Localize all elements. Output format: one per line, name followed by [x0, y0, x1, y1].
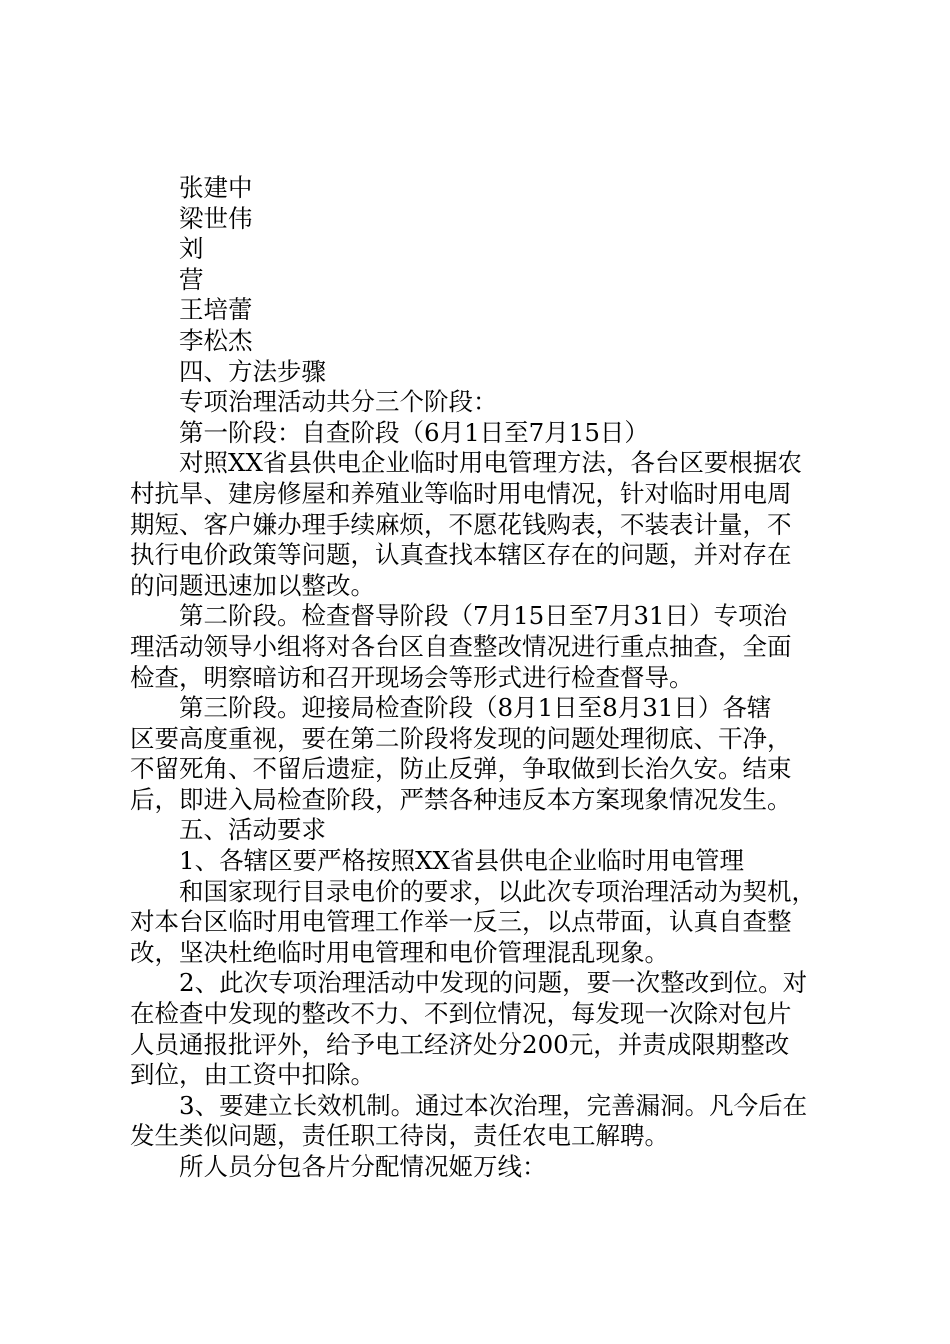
text-line: 第二阶段。检查督导阶段（7月15日至7月31日）专项治 — [179, 601, 788, 631]
text-line: 后，即进入局检查阶段，严禁各种违反本方案现象情况发生。 — [130, 784, 792, 814]
text-line: 对照XX省县供电企业临时用电管理方法，各台区要根据农 — [179, 448, 802, 478]
text-line: 张建中 — [179, 173, 253, 202]
text-line: 刘 — [179, 234, 204, 264]
text-line: 的问题迅速加以整改。 — [130, 570, 375, 600]
text-line: 在检查中发现的整改不力、不到位情况，每发现一次除对包片 — [130, 999, 792, 1029]
text-line: 2、此次专项治理活动中发现的问题，要一次整改到位。对 — [179, 968, 808, 998]
text-line: 所人员分包各片分配情况姬万线： — [179, 1152, 547, 1181]
text-line: 四、方法步骤 — [179, 356, 326, 386]
text-line: 村抗旱、建房修屋和养殖业等临时用电情况，针对临时用电周 — [130, 478, 792, 508]
text-line: 五、活动要求 — [179, 815, 326, 845]
text-line: 不留死角、不留后遗症，防止反弹，争取做到长治久安。结束 — [130, 754, 792, 784]
text-line: 1、各辖区要严格按照XX省县供电企业临时用电管理 — [179, 846, 744, 876]
text-line: 王培蕾 — [179, 295, 253, 325]
text-line: 检查，明察暗访和召开现场会等形式进行检查督导。 — [130, 662, 694, 692]
text-line: 3、要建立长效机制。通过本次治理，完善漏洞。凡今后在 — [179, 1090, 808, 1120]
text-line: 李松杰 — [179, 325, 253, 355]
text-line: 和国家现行目录电价的要求，以此次专项治理活动为契机， — [179, 876, 816, 906]
text-line: 梁世伟 — [179, 203, 253, 233]
text-line: 第三阶段。迎接局检查阶段（8月1日至8月31日）各辖 — [179, 693, 772, 723]
text-line: 区要高度重视，要在第二阶段将发现的问题处理彻底、干净， — [130, 723, 792, 753]
text-line: 营 — [179, 264, 204, 294]
text-line: 期短、客户嫌办理手续麻烦，不愿花钱购表，不装表计量，不 — [130, 509, 792, 539]
text-line: 执行电价政策等问题，认真查找本辖区存在的问题，并对存在 — [130, 540, 792, 570]
text-line: 改，坚决杜绝临时用电管理和电价管理混乱现象。 — [130, 937, 669, 967]
text-line: 人员通报批评外，给予电工经济处分200元，并责成限期整改 — [130, 1029, 790, 1059]
text-line: 第一阶段：自查阶段（6月1日至7月15日） — [179, 417, 649, 447]
text-line: 专项治理活动共分三个阶段： — [179, 387, 498, 417]
text-line: 发生类似问题，责任职工待岗，责任农电工解聘。 — [130, 1121, 669, 1151]
document-body — [130, 173, 832, 1183]
text-line: 理活动领导小组将对各台区自查整改情况进行重点抽查，全面 — [130, 631, 792, 661]
text-line: 到位，由工资中扣除。 — [130, 1060, 375, 1090]
text-line: 对本台区临时用电管理工作举一反三，以点带面，认真自查整 — [130, 907, 792, 937]
